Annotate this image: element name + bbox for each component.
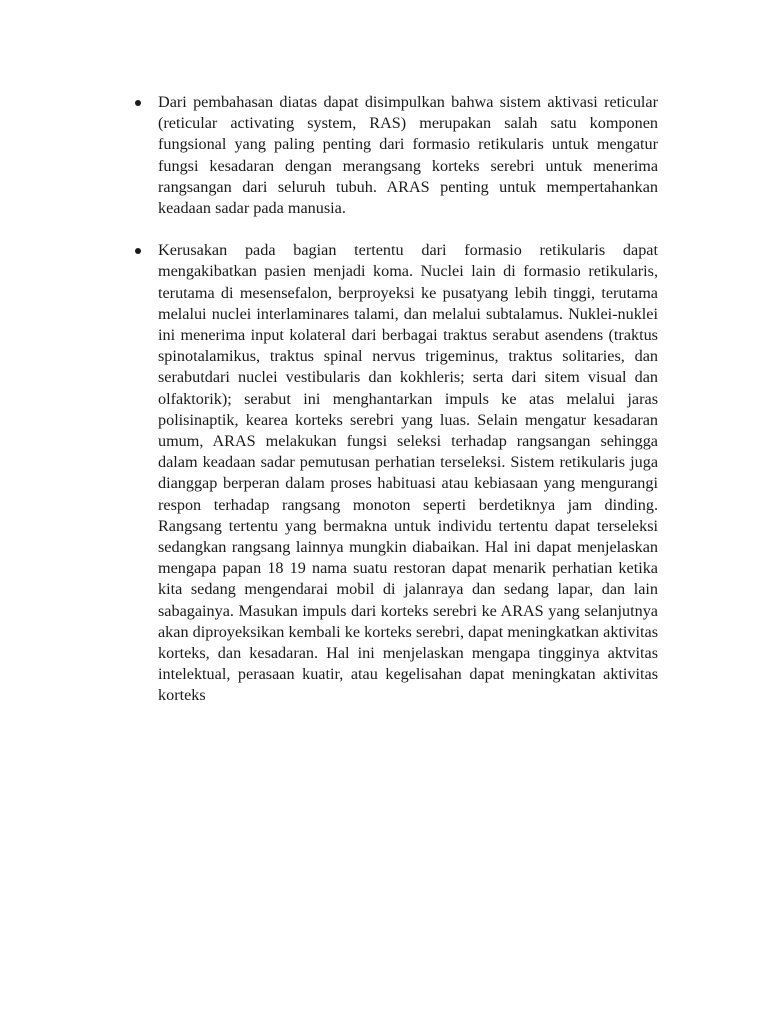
bullet-text: Dari pembahasan diatas dapat disimpulkan bahwa sistem aktivasi reticular (reticular activating system, RAS) merupakan salah satu komponen fungsional yang paling penting dari formasio retikularis untuk mengatur fungsi kesadaran dengan merangsang korteks serebri untuk menerima rangsangan dari seluruh tubuh. ARAS penting untuk mempertahankan keadaan sadar pada manusia. bbox=[158, 93, 658, 218]
bullet-icon bbox=[135, 248, 141, 254]
bullet-list bbox=[128, 92, 658, 728]
bullet-item-formasio-damage bbox=[128, 240, 658, 706]
bullet-text: Kerusakan pada bagian tertentu dari formasio retikularis dapat mengakibatkan pasien menjadi koma. Nuclei lain di formasio retikularis, terutama di mesensefalon, berproyeksi ke pusatyang lebih tinggi, terutama melalui nuclei interlaminares talami, dan melalui subtalamus. Nuklei-nuklei ini menerima input kolateral dari berbagai traktus serabut asendens (traktus spinotalamikus, traktus spinal nervus trigeminus, traktus solitaries, dan serabutdari nuclei vestibularis dan kokhleris; serta dari sitem visual dan olfaktorik); serabut ini menghantarkan impuls ke atas melalui jaras polisinaptik, kearea korteks serebri yang luas. Selain mengatur kesadaran umum, ARAS melakukan fungsi seleksi terhadap rangsangan sehingga dalam keadaan sadar pemutusan perhatian terseleksi. Sistem retikularis juga dianggap berperan dalam proses habituasi atau kebiasaan yang mengurangi respon terhadap rangsang monoton seperti berdetiknya jam dinding. Rangsang tertentu yang bermakna untuk individu tertentu dapat terseleksi sedangkan rangsang lainnya mungkin diabaikan. Hal ini dapat menjelaskan mengapa papan 18 19 nama suatu restoran dapat menarik perhatian ketika kita sedang mengendarai mobil di jalanraya dan sedang lapar, dan lain sabagainya. Masukan impuls dari korteks serebri ke ARAS yang selanjutnya akan diproyeksikan kembali ke korteks serebri, dapat meningkatkan aktivitas korteks, dan kesadaran. Hal ini menjelaskan mengapa tingginya aktvitas intelektual, perasaan kuatir, atau kegelisahan dapat meningkatan aktivitas korteks bbox=[158, 241, 658, 705]
bullet-icon bbox=[135, 100, 141, 106]
bullet-item-ras-summary bbox=[128, 92, 658, 219]
